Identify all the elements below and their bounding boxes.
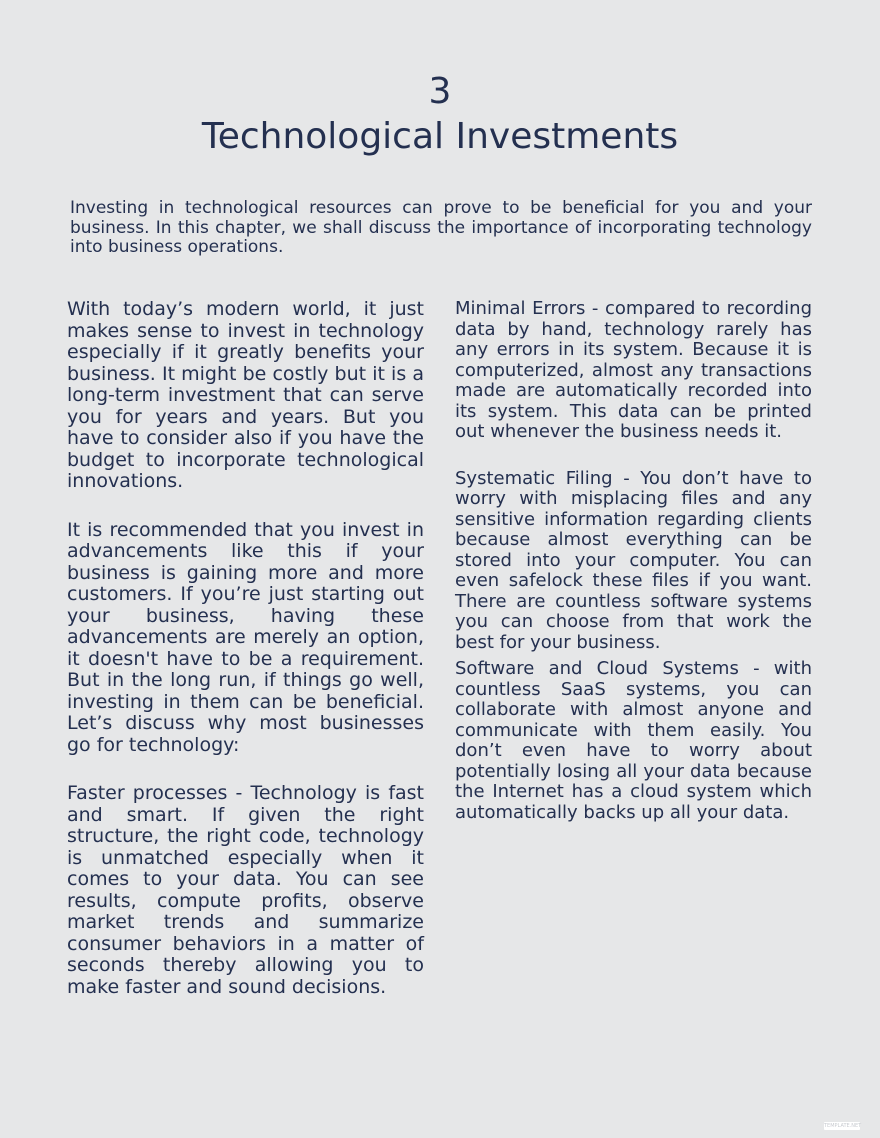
body-paragraph: Faster processes - Technology is fast and smart. If given the right structure, the right code, technology is unmatched especially when it comes to your data. You can see results, compute profits, observe market trends and summarize consumer behaviors in a matter of seconds thereby allowing you to make faster and sound decisions. [67,782,424,998]
body-paragraph: With today’s modern world, it just makes sense to invest in technology especially if it greatly benefits your business. It might be costly but it is a long-term investment that can serve you for years and years. But you have to consider also if you have the budget to incorporate technological innovations. [67,298,424,492]
body-paragraph: Systematic Filing - You don’t have to worry with misplacing files and any sensitive information regarding clients because almost everything can be stored into your computer. You can even safelock these files if you want. There are countless software systems you can choose from that work the best for your business. [455,467,812,653]
chapter-number: 3 [428,71,452,112]
watermark-logo: TEMPLATE.NET [824,1123,862,1129]
chapter-intro: Investing in technological resources can prove to be beneficial for you and your business. In this chapter, we shall discuss the importance of incorporating technology into business operations. [70,198,812,257]
body-paragraph: Software and Cloud Systems - with countless SaaS systems, you can collaborate with almost anyone and communicate with them easily. You don’t even have to worry about potentially losing all your data because the Internet has a cloud system which automatically backs up all your data. [455,658,812,823]
body-paragraph: Minimal Errors - compared to recording data by hand, technology rarely has any errors in its system. Because it is computerized, almost any transactions made are automatically recorded into its system. This data can be printed out whenever the business needs it. [455,298,812,442]
left-column [67,299,424,998]
right-column [455,299,812,823]
chapter-title: Technological Investments [201,116,679,157]
body-paragraph: It is recommended that you invest in advancements like this if your business is gaining more and more customers. If you’re just starting out your business, having these advancements are merely an option, it doesn't have to be a requirement. But in the long run, if things go well, investing in them can be beneficial. Let’s discuss why most businesses go for technology: [67,518,424,756]
